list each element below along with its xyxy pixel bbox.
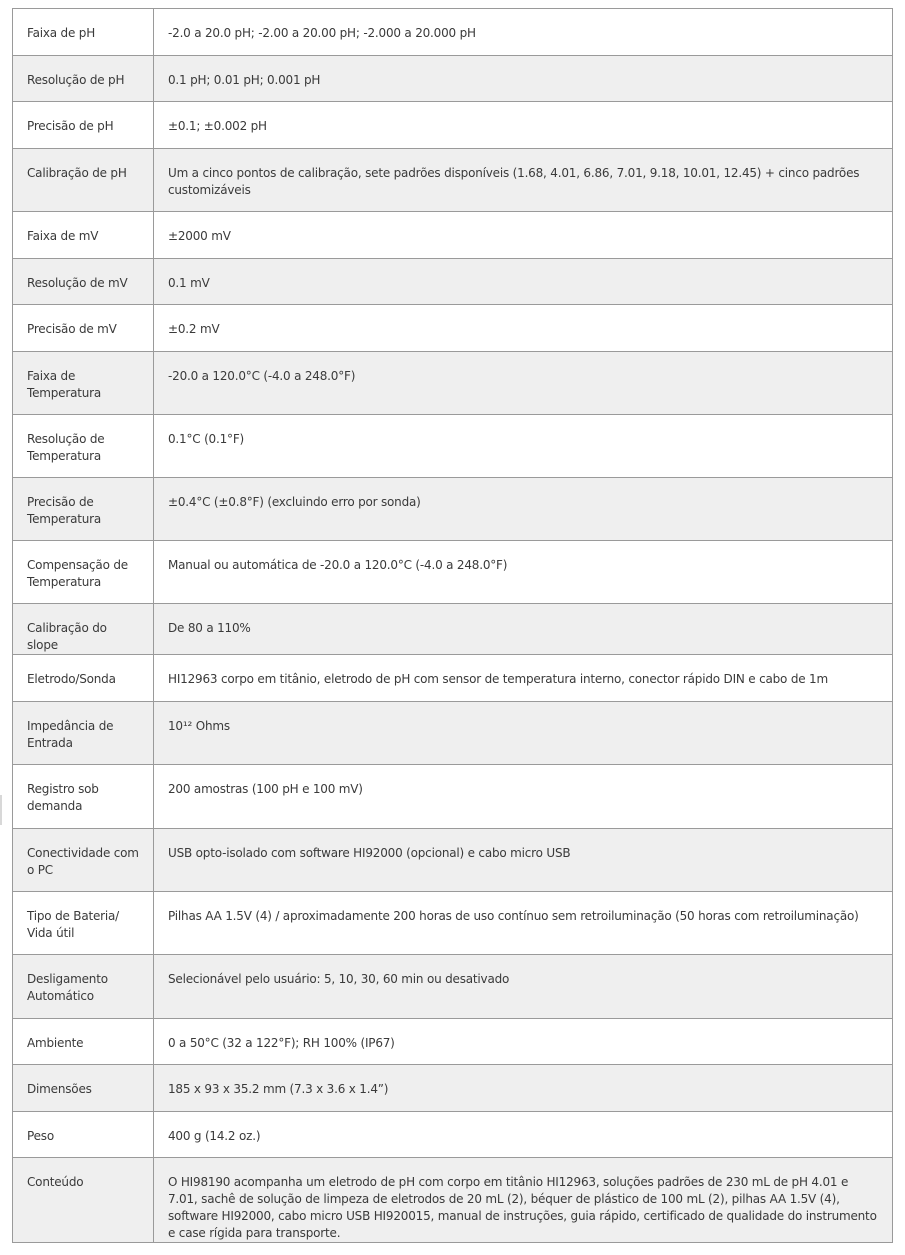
spec-value-cell [154, 9, 893, 56]
spec-value-cell [154, 352, 893, 415]
spec-label: Precisão de Temperatura [27, 495, 102, 526]
spec-value-cell [154, 102, 893, 149]
spec-value: 0.1°C (0.1°F) [168, 432, 245, 446]
spec-label-cell [13, 829, 154, 892]
spec-table-body [13, 9, 893, 1243]
spec-label: Registro sob demanda [27, 782, 99, 813]
spec-label-cell [13, 9, 154, 56]
spec-value: 185 x 93 x 35.2 mm (7.3 x 3.6 x 1.4”) [168, 1082, 389, 1096]
spec-label: Compensação de Temperatura [27, 558, 128, 589]
spec-label: Conteúdo [27, 1175, 84, 1189]
spec-value-cell [154, 305, 893, 352]
spec-value-cell [154, 212, 893, 259]
spec-value-cell [154, 478, 893, 541]
spec-label: Eletrodo/Sonda [27, 672, 116, 686]
spec-label-cell [13, 955, 154, 1019]
spec-value-cell [154, 541, 893, 604]
spec-value: Um a cinco pontos de calibração, sete padrões disponíveis (1.68, 4.01, 6.86, 7.01, 9.18, 10.01, 12.45) + cinco padrões customizáveis [168, 166, 860, 197]
spec-value-cell [154, 415, 893, 478]
spec-label: Faixa de mV [27, 229, 99, 243]
spec-row [13, 892, 893, 955]
spec-value: 0.1 pH; 0.01 pH; 0.001 pH [168, 73, 321, 87]
left-edge-marker [0, 795, 2, 825]
spec-row [13, 212, 893, 259]
spec-row [13, 102, 893, 149]
spec-row [13, 305, 893, 352]
spec-value: De 80 a 110% [168, 621, 251, 635]
spec-value-cell [154, 955, 893, 1019]
spec-row [13, 352, 893, 415]
spec-row [13, 1112, 893, 1158]
spec-row [13, 478, 893, 541]
spec-row [13, 259, 893, 305]
spec-row [13, 415, 893, 478]
spec-value: Manual ou automática de -20.0 a 120.0°C (-4.0 a 248.0°F) [168, 558, 508, 572]
spec-label: Resolução de mV [27, 276, 128, 290]
spec-row [13, 1065, 893, 1112]
spec-label-cell [13, 1019, 154, 1065]
spec-value: 0.1 mV [168, 276, 210, 290]
spec-value: 0 a 50°C (32 a 122°F); RH 100% (IP67) [168, 1036, 395, 1050]
spec-value: O HI98190 acompanha um eletrodo de pH com corpo em titânio HI12963, soluções padrões de 230 mL de pH 4.01 e 7.01, sachê de solução de limpeza de eletrodos de 20 mL (2), béquer de plástico de 100 mL (2), pilhas AA 1.5V (4), software HI92000, cabo micro USB HI920015, manual de instruções, guia rápido, certificado de qualidade do instrumento e case rígida para transporte. [168, 1175, 877, 1240]
spec-value-cell [154, 1158, 893, 1243]
spec-value: Pilhas AA 1.5V (4) / aproximadamente 200 horas de uso contínuo sem retroiluminação (50 horas com retroiluminação) [168, 909, 859, 923]
spec-label-cell [13, 892, 154, 955]
spec-label-cell [13, 655, 154, 702]
spec-label: Ambiente [27, 1036, 84, 1050]
spec-table [12, 8, 893, 1243]
spec-value: 10¹² Ohms [168, 719, 230, 733]
spec-label-cell [13, 352, 154, 415]
spec-row [13, 655, 893, 702]
spec-value-cell [154, 604, 893, 655]
spec-label-cell [13, 149, 154, 212]
spec-value: USB opto-isolado com software HI92000 (opcional) e cabo micro USB [168, 846, 571, 860]
spec-label-cell [13, 56, 154, 102]
spec-row [13, 1019, 893, 1065]
spec-value: ±0.1; ±0.002 pH [168, 119, 267, 133]
spec-value-cell [154, 829, 893, 892]
spec-label: Dimensões [27, 1082, 92, 1096]
spec-label: Resolução de pH [27, 73, 125, 87]
spec-label: Tipo de Bateria/ Vida útil [27, 909, 120, 940]
spec-value-cell [154, 655, 893, 702]
spec-label-cell [13, 702, 154, 765]
spec-label: Faixa de Temperatura [27, 369, 102, 400]
spec-value-cell [154, 765, 893, 829]
spec-row [13, 829, 893, 892]
spec-value-cell [154, 259, 893, 305]
spec-value: HI12963 corpo em titânio, eletrodo de pH com sensor de temperatura interno, conector rápido DIN e cabo de 1m [168, 672, 828, 686]
spec-label: Precisão de pH [27, 119, 114, 133]
spec-value-cell [154, 892, 893, 955]
spec-row [13, 56, 893, 102]
spec-label-cell [13, 212, 154, 259]
spec-value-cell [154, 56, 893, 102]
spec-label: Faixa de pH [27, 26, 96, 40]
spec-label-cell [13, 478, 154, 541]
spec-label-cell [13, 1112, 154, 1158]
spec-value: 200 amostras (100 pH e 100 mV) [168, 782, 363, 796]
spec-row [13, 541, 893, 604]
spec-value-cell [154, 1019, 893, 1065]
spec-row [13, 1158, 893, 1243]
spec-label-cell [13, 765, 154, 829]
spec-value-cell [154, 1112, 893, 1158]
spec-label-cell [13, 415, 154, 478]
spec-label-cell [13, 604, 154, 655]
spec-label: Impedância de Entrada [27, 719, 114, 750]
spec-label-cell [13, 305, 154, 352]
spec-label-cell [13, 1158, 154, 1243]
spec-value-cell [154, 1065, 893, 1112]
spec-value: 400 g (14.2 oz.) [168, 1129, 261, 1143]
spec-row [13, 149, 893, 212]
spec-value-cell [154, 702, 893, 765]
spec-row [13, 702, 893, 765]
spec-value: ±0.4°C (±0.8°F) (excluindo erro por sonda) [168, 495, 421, 509]
spec-row [13, 765, 893, 829]
spec-label: Calibração do slope [27, 621, 107, 652]
spec-label: Peso [27, 1129, 54, 1143]
spec-row [13, 9, 893, 56]
spec-label-cell [13, 102, 154, 149]
spec-label-cell [13, 259, 154, 305]
spec-value: ±0.2 mV [168, 322, 220, 336]
spec-value: -20.0 a 120.0°C (-4.0 a 248.0°F) [168, 369, 356, 383]
spec-label: Precisão de mV [27, 322, 117, 336]
spec-label: Desligamento Automático [27, 972, 108, 1003]
spec-row [13, 955, 893, 1019]
spec-value-cell [154, 149, 893, 212]
spec-value: ±2000 mV [168, 229, 231, 243]
spec-label: Conectividade com o PC [27, 846, 139, 877]
spec-value: Selecionável pelo usuário: 5, 10, 30, 60 min ou desativado [168, 972, 510, 986]
spec-label-cell [13, 541, 154, 604]
spec-label-cell [13, 1065, 154, 1112]
spec-row [13, 604, 893, 655]
spec-label: Calibração de pH [27, 166, 127, 180]
spec-label: Resolução de Temperatura [27, 432, 105, 463]
spec-value: -2.0 a 20.0 pH; -2.00 a 20.00 pH; -2.000 a 20.000 pH [168, 26, 476, 40]
